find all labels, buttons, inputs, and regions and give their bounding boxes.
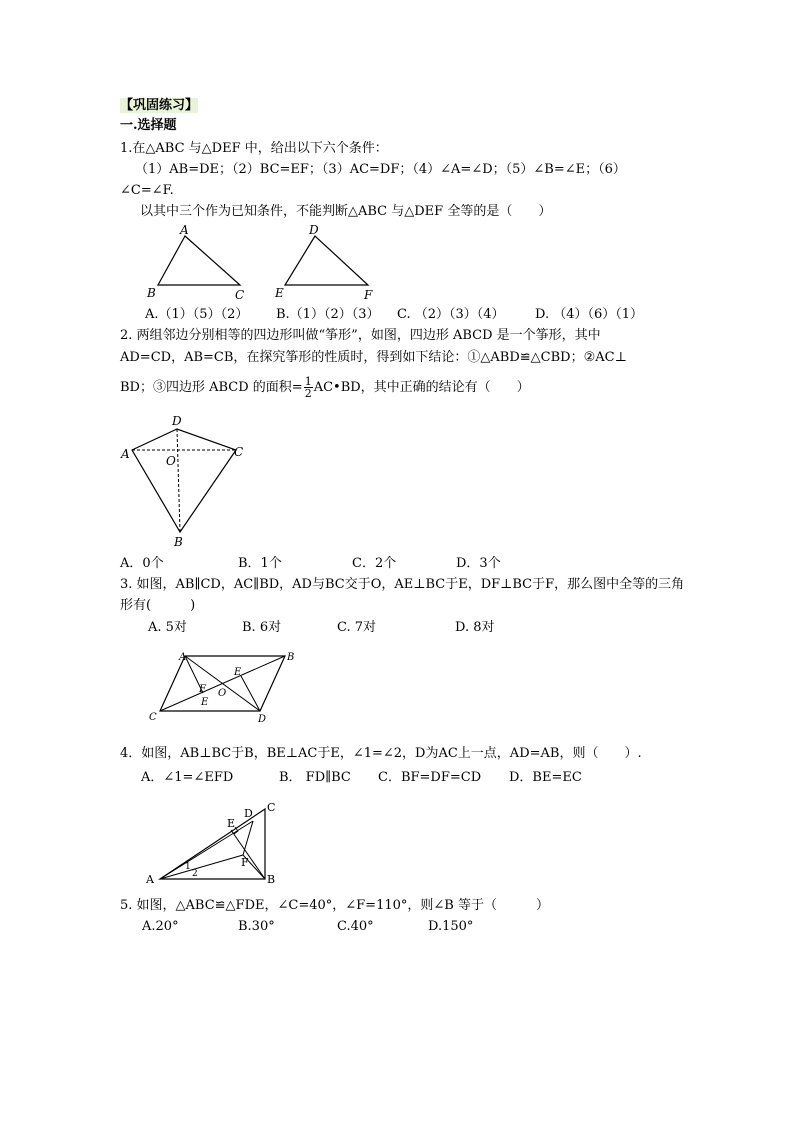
q1-figure xyxy=(140,222,390,304)
label-b: B xyxy=(287,652,295,663)
q4-option-c: C．BF=DF=CD xyxy=(378,770,482,785)
q2-line2: AD=CD，AB=CB，在探究筝形的性质时，得到如下结论：①△ABD≌△CBD；②AC⊥ xyxy=(120,350,627,365)
triangle-abc xyxy=(158,236,240,285)
q5-option-c: C.40° xyxy=(337,919,374,934)
label-e: E xyxy=(275,286,284,300)
label-b: B xyxy=(267,873,276,886)
label-a: A xyxy=(180,223,189,237)
q1-conditions-cont: ∠C=∠F. xyxy=(120,183,174,198)
label-angle-2: 2 xyxy=(192,869,198,879)
q2-line1: 2. 两组邻边分别相等的四边形叫做“筝形”，如图，四边形 ABCD 是一个筝形，其中 xyxy=(120,328,601,343)
q4-stem: 4．如图，AB⊥BC于B，BE⊥AC于E，∠1=∠2，D为AC上一点，AD=AB，则（ ）. xyxy=(120,746,642,761)
label-c: C xyxy=(267,801,276,814)
q5-option-a: A.20° xyxy=(142,919,179,934)
section-heading: 一.选择题 xyxy=(120,118,177,133)
q5-option-b: B.30° xyxy=(238,919,275,934)
triangle-def xyxy=(285,236,368,285)
label-f: F xyxy=(199,684,206,695)
fraction-denominator: 2 xyxy=(304,387,312,400)
diagonal-bd xyxy=(177,429,180,532)
label-a: A xyxy=(121,447,130,461)
q1-stem: 1.在△ABC 与△DEF 中，给出以下六个条件： xyxy=(120,141,388,156)
q2-option-b: B．1个 xyxy=(238,556,282,571)
segment-bc xyxy=(160,656,285,711)
label-b: B xyxy=(147,286,156,300)
label-angle-1: 1 xyxy=(185,862,191,872)
q4-option-b: B． FD∥BC xyxy=(279,770,351,785)
label-e-upper: E xyxy=(234,667,242,678)
q1-conditions: （1）AB=DE；（2）BC=EF；（3）AC=DF；（4）∠A=∠D；（5）∠B=∠E；（6） xyxy=(135,162,626,177)
segment-ad xyxy=(160,821,253,879)
q4-triangle-figure xyxy=(140,797,290,887)
label-c: C xyxy=(234,445,244,459)
q1-option-a: A.（1）（5）（2） xyxy=(145,307,249,322)
label-d: D xyxy=(172,414,182,428)
segment-af xyxy=(160,855,243,879)
label-a: A xyxy=(146,873,154,886)
q2-option-c: C．2个 xyxy=(352,556,397,571)
q2-option-a: A．0个 xyxy=(120,556,164,571)
q3-option-d: D. 8对 xyxy=(455,620,495,635)
q4-option-a: A．∠1=∠EFD xyxy=(141,770,234,785)
q2-line3 xyxy=(120,376,530,399)
q2-option-d: D．3个 xyxy=(456,556,501,571)
q2-line3-b: AC•BD，其中正确的结论有（ ） xyxy=(313,380,530,395)
q1-option-b: B.（1）（2）（3） xyxy=(276,307,380,322)
kite-abcd xyxy=(132,429,236,532)
fraction-numerator: 1 xyxy=(304,375,312,388)
label-f: F xyxy=(241,856,249,869)
label-e: E xyxy=(227,817,236,830)
q3-option-b: B. 6对 xyxy=(242,620,282,635)
q3-option-a: A. 5对 xyxy=(148,620,187,635)
segment-df xyxy=(241,676,260,711)
q1-option-d: D. （4）（6）（1） xyxy=(535,307,644,322)
q2-kite-figure xyxy=(118,412,258,552)
q3-option-c: C. 7对 xyxy=(337,620,377,635)
label-o: O xyxy=(166,454,176,468)
label-o: O xyxy=(218,688,227,699)
label-a: A xyxy=(179,652,187,663)
q3-parallelogram-figure xyxy=(145,648,305,728)
q5-option-d: D.150° xyxy=(428,919,474,934)
label-d: D xyxy=(244,807,253,820)
label-d: D xyxy=(258,714,267,725)
q1-option-c: C. （2）（3）（4） xyxy=(397,307,505,322)
label-e-lower: E xyxy=(201,697,209,708)
q3-line2: 形有( ) xyxy=(120,598,196,613)
q5-stem: 5. 如图，△ABC≌△FDE，∠C=40°，∠F=110°，则∠B 等于（ ） xyxy=(120,898,549,913)
q4-option-d: D．BE=EC xyxy=(509,770,582,785)
label-c: C xyxy=(235,288,245,302)
label-d: D xyxy=(309,223,319,237)
section-title: 【巩固练习】 xyxy=(120,98,199,113)
label-c: C xyxy=(149,712,157,723)
q3-line1: 3. 如图，AB∥CD，AC∥BD，AD与BC交于O，AE⊥BC于E，DF⊥BC于F，那么图中全等的三角 xyxy=(120,577,685,592)
label-f: F xyxy=(364,288,373,302)
label-b: B xyxy=(174,535,183,549)
fraction-one-half xyxy=(304,376,313,399)
q1-question: 以其中三个作为已知条件，不能判断△ABC 与△DEF 全等的是（ ） xyxy=(140,204,552,219)
q2-line3-a: BD；③四边形 ABCD 的面积= xyxy=(120,380,303,395)
